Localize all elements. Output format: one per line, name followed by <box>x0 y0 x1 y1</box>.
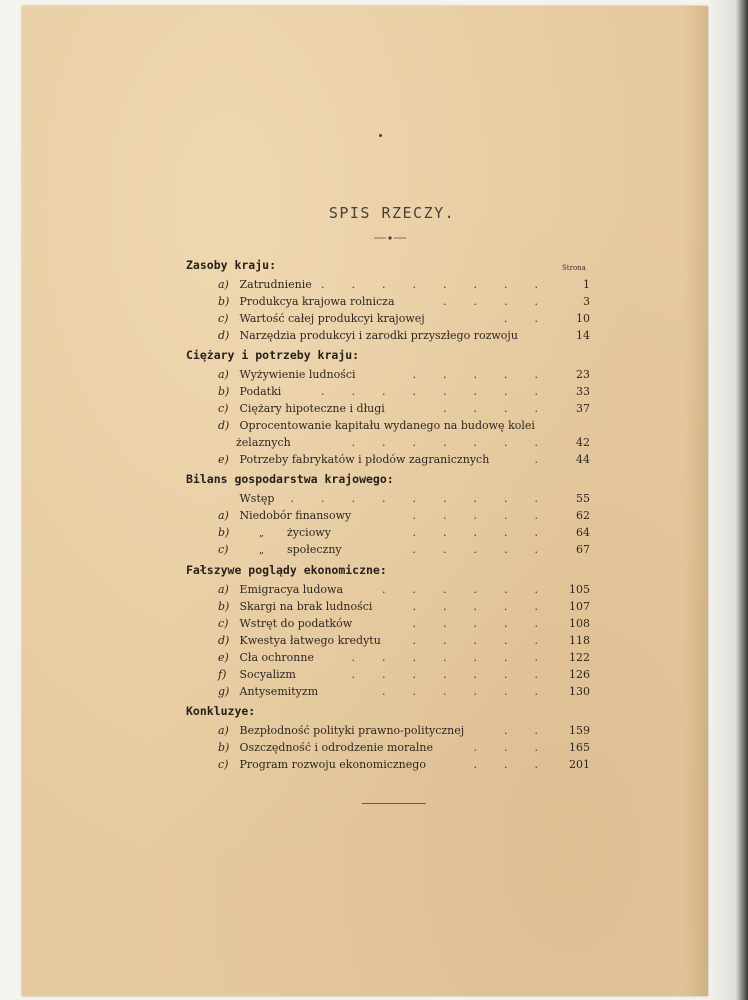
entry-title: Program rozwoju ekonomicznego <box>239 758 426 771</box>
toc-entry <box>218 294 590 310</box>
entry-letter: a) <box>218 509 229 522</box>
entry-letter: c) <box>218 758 229 771</box>
end-rule-divider <box>362 803 426 804</box>
dot-leader: . . . . <box>443 402 538 415</box>
entry-letter: f) <box>218 668 227 681</box>
entry-letter: d) <box>218 419 230 432</box>
entry-title: Podatki <box>239 385 282 398</box>
toc-entry <box>218 384 590 400</box>
entry-page-number: 165 <box>569 741 590 754</box>
page-column-header: Strona <box>562 264 586 272</box>
entry-page-number: 1 <box>583 278 590 291</box>
ditto-mark: „ <box>259 546 264 556</box>
entry-title: Oszczędność i odrodzenie moralne <box>239 741 433 754</box>
toc-entry <box>218 367 590 383</box>
entry-letter: g) <box>218 685 230 698</box>
toc-entry <box>218 582 590 598</box>
toc-entry <box>218 599 590 615</box>
section-heading: Bilans gospodarstwa krajowego: <box>186 472 394 486</box>
toc-entry <box>218 542 590 558</box>
toc-entry <box>218 723 590 739</box>
entry-title: Wstręt do podatków <box>239 617 353 630</box>
entry-title: Zatrudnienie <box>239 278 312 291</box>
entry-page-number: 126 <box>569 668 590 681</box>
dot-leader: . . . . . . . . . <box>290 492 538 505</box>
section-heading: Konkluzye: <box>186 704 256 718</box>
entry-title: Wstęp <box>239 492 275 505</box>
entry-title: Antysemityzm <box>239 685 319 698</box>
dot-leader: . . . . . <box>412 617 538 630</box>
entry-page-number: 62 <box>576 509 590 522</box>
entry-page-number: 14 <box>576 329 590 342</box>
entry-letter: c) <box>218 617 229 630</box>
dot-leader: . . <box>504 724 538 737</box>
entry-letter: b) <box>218 741 230 754</box>
ditto-mark: „ <box>259 529 264 539</box>
entry-page-number: 23 <box>576 368 590 381</box>
entry-letter: a) <box>218 583 229 596</box>
dot-leader: . . . . <box>443 295 538 308</box>
dot-leader: . . . . . . . . <box>321 278 538 291</box>
dot-leader: . . . <box>473 741 538 754</box>
toc-entry-continuation <box>236 435 590 451</box>
entry-page-number: 42 <box>576 436 590 449</box>
dot-leader: . . . . . <box>412 600 538 613</box>
toc-entry <box>218 311 590 327</box>
dot-leader: . . . . . . . <box>351 651 538 664</box>
dot-leader: . . <box>504 312 538 325</box>
entry-page-number: 44 <box>576 453 590 466</box>
entry-letter: c) <box>218 402 229 415</box>
dot-leader: . . . . . <box>412 634 538 647</box>
entry-title: Skargi na brak ludności <box>239 600 373 613</box>
entry-letter: e) <box>218 651 229 664</box>
entry-letter: a) <box>218 368 229 381</box>
toc-entry <box>218 684 590 700</box>
entry-page-number: 55 <box>576 492 590 505</box>
entry-letter: d) <box>218 634 230 647</box>
entry-letter: a) <box>218 724 229 737</box>
entry-page-number: 37 <box>576 402 590 415</box>
dot-leader: . . . . . <box>412 368 538 381</box>
entry-letter: b) <box>218 600 230 613</box>
toc-entry <box>218 491 590 507</box>
dot-leader: . . . . . <box>412 526 538 539</box>
toc-entry <box>218 740 590 756</box>
entry-page-number: 3 <box>583 295 590 308</box>
ornament-divider-icon <box>372 234 408 242</box>
toc-entry <box>218 277 590 293</box>
entry-title: Socyalizm <box>239 668 296 681</box>
entry-letter: b) <box>218 526 230 539</box>
entry-page-number: 33 <box>576 385 590 398</box>
entry-letter: b) <box>218 295 230 308</box>
dot-leader: . . . . . . . . <box>321 385 538 398</box>
ink-dot <box>379 134 382 137</box>
toc-entry <box>218 525 590 541</box>
entry-page-number: 118 <box>569 634 590 647</box>
entry-page-number: 105 <box>569 583 590 596</box>
toc-entry <box>218 633 590 649</box>
entry-letter: e) <box>218 453 229 466</box>
entry-page-number: 108 <box>569 617 590 630</box>
entry-title: społeczny <box>287 543 342 556</box>
entry-letter: c) <box>218 543 229 556</box>
toc-entry <box>218 452 590 468</box>
entry-title: Kwestya łatwego kredytu <box>239 634 381 647</box>
entry-title: Oprocentowanie kapitału wydanego na budowę kolei <box>239 419 535 432</box>
toc-entry <box>218 650 590 666</box>
entry-title: Produkcya krajowa rolnicza <box>239 295 395 308</box>
entry-letter: d) <box>218 329 230 342</box>
page-title: SPIS RZECZY. <box>328 204 456 222</box>
toc-entry <box>218 616 590 632</box>
entry-title: Niedobór finansowy <box>239 509 352 522</box>
entry-page-number: 64 <box>576 526 590 539</box>
entry-page-number: 10 <box>576 312 590 325</box>
dot-leader: . . . <box>473 758 538 771</box>
entry-title-continuation: żelaznych <box>236 436 291 449</box>
entry-title: Bezpłodność polityki prawno-politycznej <box>239 724 465 737</box>
entry-title: Wartość całej produkcyi krajowej <box>239 312 425 325</box>
entry-letter: c) <box>218 312 229 325</box>
dot-leader: . . . . . . <box>382 685 538 698</box>
entry-letter: b) <box>218 385 230 398</box>
entry-page-number: 130 <box>569 685 590 698</box>
entry-page-number: 67 <box>576 543 590 556</box>
dot-leader: . . . . . <box>412 543 538 556</box>
toc-entry <box>218 508 590 524</box>
book-page <box>22 6 708 996</box>
toc-entry <box>218 418 590 434</box>
toc-entry <box>218 667 590 683</box>
entry-title: Ciężary hipoteczne i długi <box>239 402 385 415</box>
toc-entry <box>218 757 590 773</box>
entry-page-number: 159 <box>569 724 590 737</box>
entry-title: Cła ochronne <box>239 651 314 664</box>
toc-entry <box>218 401 590 417</box>
dot-leader: . . . . . . <box>382 583 538 596</box>
toc-entry <box>218 328 590 344</box>
section-heading: Ciężary i potrzeby kraju: <box>186 348 360 362</box>
entry-title: Emigracya ludowa <box>239 583 344 596</box>
section-heading: Zasoby kraju: <box>186 258 277 272</box>
entry-letter: a) <box>218 278 229 291</box>
dot-leader: . . . . . . . <box>351 436 538 449</box>
entry-title: życiowy <box>287 526 331 539</box>
entry-title: Narzędzia produkcyi i zarodki przyszłego rozwoju <box>239 329 518 342</box>
dot-leader: . <box>534 453 538 466</box>
entry-title: Wyżywienie ludności <box>239 368 356 381</box>
dot-leader: . . . . . . . <box>351 668 538 681</box>
section-heading: Fałszywe poglądy ekonomiczne: <box>186 563 387 577</box>
entry-title: Potrzeby fabrykatów i płodów zagranicznych <box>239 453 490 466</box>
dot-leader: . . . . . <box>412 509 538 522</box>
entry-page-number: 107 <box>569 600 590 613</box>
entry-page-number: 201 <box>569 758 590 771</box>
scan-edge-shadow <box>708 0 748 1000</box>
entry-page-number: 122 <box>569 651 590 664</box>
